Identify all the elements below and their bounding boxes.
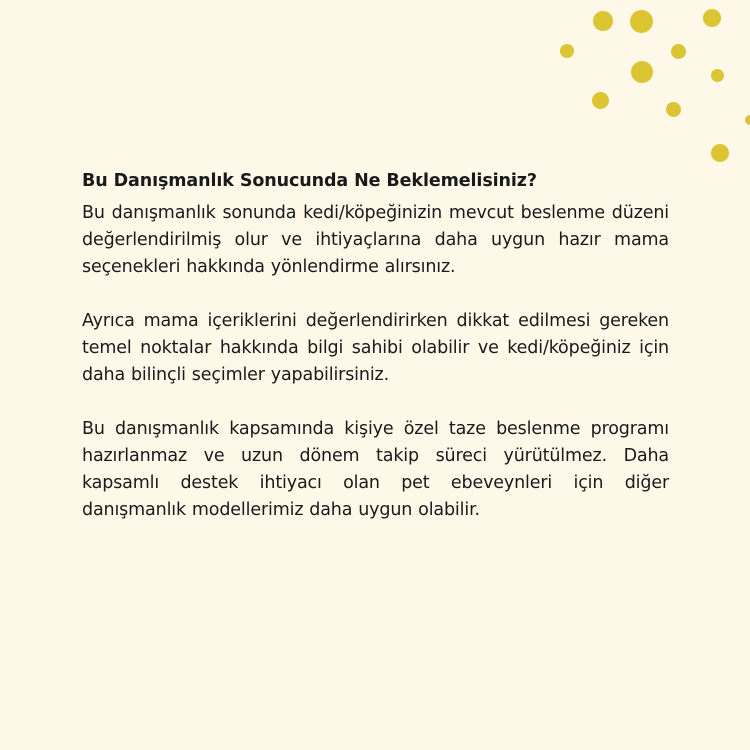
decorative-dot bbox=[671, 44, 686, 59]
decorative-dot bbox=[711, 69, 724, 82]
main-content bbox=[82, 168, 669, 524]
paragraph-scope: Bu danışmanlık kapsamında kişiye özel taze beslenme programı hazırlanmaz ve uzun dönem takip süreci yürütülmez. Daha kapsamlı destek ihtiyacı olan pet ebeveynleri için diğer danışmanlık modellerimiz daha uygun olabilir. bbox=[82, 419, 669, 520]
section-heading: Bu Danışmanlık Sonucunda Ne Beklemelisiniz? bbox=[82, 171, 537, 191]
decorative-dot bbox=[592, 92, 609, 109]
decorative-dot bbox=[745, 115, 750, 125]
decorative-dot bbox=[666, 102, 681, 117]
decorative-dot bbox=[630, 10, 653, 33]
decorative-dot bbox=[560, 44, 574, 58]
decorative-dot bbox=[631, 61, 653, 83]
decorative-dots bbox=[540, 0, 750, 180]
decorative-dot bbox=[703, 9, 721, 27]
decorative-dot bbox=[593, 11, 613, 31]
decorative-dot bbox=[711, 144, 729, 162]
paragraph-outcome: Bu danışmanlık sonunda kedi/köpeğinizin mevcut beslenme düzeni değerlendirilmiş olur ve ihtiyaçlarına daha uygun hazır mama seçenekleri hakkında yönlendirme alırsınız. bbox=[82, 203, 669, 277]
paragraph-ingredients: Ayrıca mama içeriklerini değerlendirirken dikkat edilmesi gereken temel noktalar hakkında bilgi sahibi olabilir ve kedi/köpeğiniz için daha bilinçli seçimler yapabilirsiniz. bbox=[82, 311, 669, 385]
